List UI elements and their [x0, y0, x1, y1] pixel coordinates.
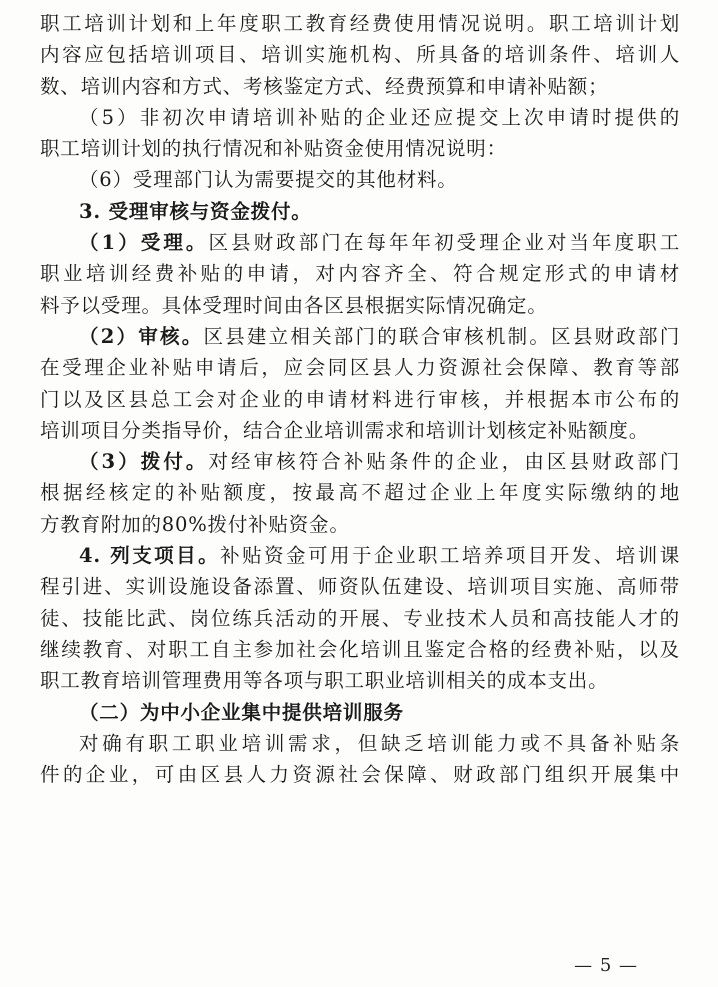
- paragraph-training-plan: [40, 8, 680, 102]
- heading-text: （二）为中小企业集中提供培训服务: [79, 700, 404, 724]
- text-line: [40, 540, 680, 571]
- text-fragment: 区县财政部门在每年年初受理企业对当年度职工: [208, 231, 680, 255]
- text-line: 件的企业，可由区县人力资源社会保障、财政部门组织开展集中: [40, 763, 680, 787]
- section-heading-sme-services: [40, 697, 680, 728]
- text-line: 职业培训经费补贴的申请，对内容齐全、符合规定形式的申请材: [40, 262, 680, 286]
- text-fragment: 区县建立相关部门的联合审核机制。区县财政部门: [203, 324, 680, 348]
- paragraph-allocation: [40, 446, 680, 540]
- text-line: 根据经核定的补贴额度，按最高不超过企业上年度实际缴纳的地: [40, 481, 680, 505]
- text-line: [40, 321, 680, 352]
- text-line: 培训项目分类指导价，结合企业培训需求和培训计划核定补贴额度。: [40, 418, 650, 442]
- paragraph-item-6: [40, 164, 680, 195]
- text-line: 在受理企业补贴申请后，应会同区县人力资源社会保障、教育等部: [40, 356, 680, 380]
- text-line: 数、培训内容和方式、考核鉴定方式、经费预算和申请补贴额；: [40, 74, 609, 98]
- text-line: 内容应包括培训项目、培训实施机构、所具备的培训条件、培训人: [40, 43, 680, 67]
- text-line: （6）受理部门认为需要提交的其他材料。: [79, 168, 458, 192]
- text-line: 职工教育培训管理费用等各项与职工职业培训相关的成本支出。: [40, 669, 609, 693]
- heading-text: 3. 受理审核与资金拨付。: [79, 199, 312, 223]
- text-line: （5）非初次申请培训补贴的企业还应提交上次申请时提供的: [79, 105, 680, 129]
- text-line: 徒、技能比武、岗位练兵活动的开展、专业技术人员和高技能人才的: [40, 606, 680, 630]
- paragraph-lead: （1）受理。: [79, 231, 209, 255]
- paragraph-lead: （3）拨付。: [79, 450, 209, 474]
- text-line: 程引进、实训设施设备添置、师资队伍建设、培训项目实施、高师带: [40, 575, 680, 599]
- paragraph-lead: 4. 列支项目。: [79, 544, 221, 568]
- text-line: 对确有职工职业培训需求，但缺乏培训能力或不具备补贴条: [79, 731, 680, 755]
- paragraph-sme-training: [40, 728, 680, 791]
- paragraph-expenditure-items: [40, 540, 680, 696]
- text-line: 继续教育、对职工自主参加社会化培训且鉴定合格的经费补贴，以及: [40, 637, 680, 661]
- text-line: 职工培训计划和上年度职工教育经费使用情况说明。职工培训计划: [40, 12, 680, 35]
- text-line: [40, 227, 680, 258]
- text-fragment: 对经审核符合补贴条件的企业，由区县财政部门: [208, 450, 680, 474]
- text-line: 料予以受理。具体受理时间由各区县根据实际情况确定。: [40, 293, 548, 317]
- paragraph-lead: （2）审核。: [79, 324, 204, 348]
- text-line: 职工培训计划的执行情况和补贴资金使用情况说明：: [40, 137, 507, 161]
- document-body: [40, 8, 680, 790]
- paragraph-acceptance: [40, 227, 680, 321]
- text-line: [40, 446, 680, 477]
- page-number: — 5 —: [574, 955, 638, 976]
- text-line: 方教育附加的80%拨付补贴资金。: [40, 512, 350, 536]
- text-line: 门以及区县总工会对企业的申请材料进行审核，并根据本市公布的: [40, 387, 680, 411]
- text-fragment: 补贴资金可用于企业职工培养项目开发、培训课: [220, 544, 680, 568]
- paragraph-review: [40, 321, 680, 446]
- paragraph-item-5: [40, 102, 680, 165]
- section-heading-acceptance: [40, 196, 680, 227]
